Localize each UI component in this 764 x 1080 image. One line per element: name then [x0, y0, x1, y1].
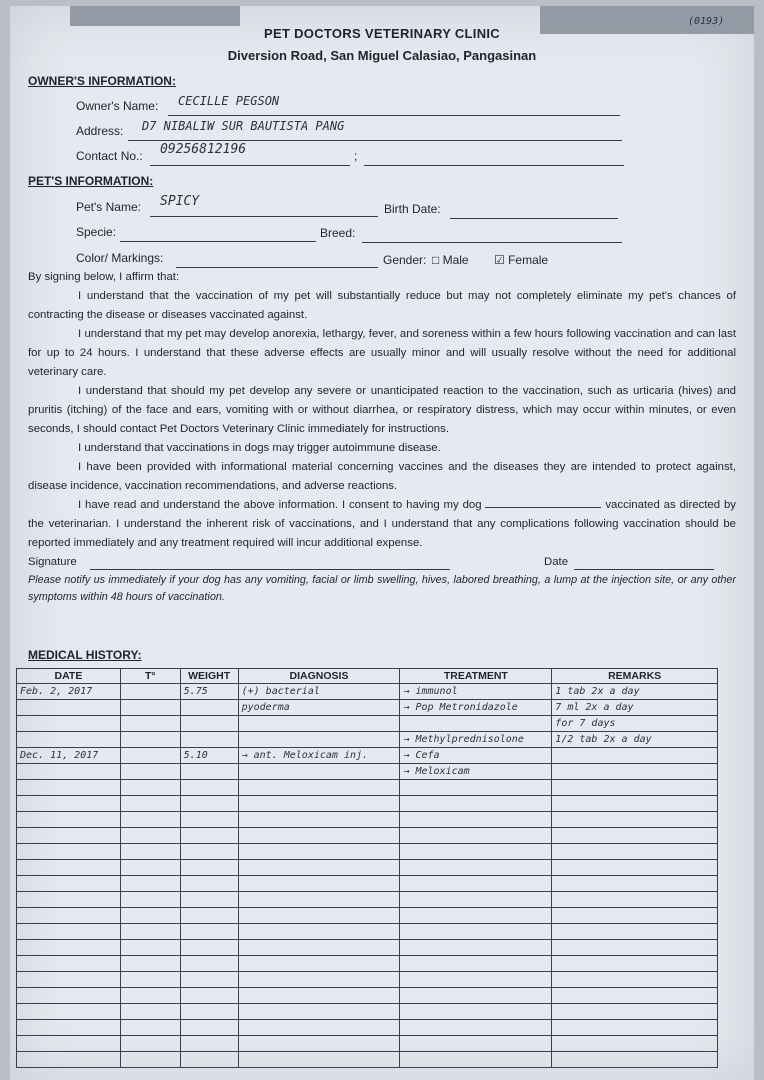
cell-temperature[interactable] — [120, 1036, 180, 1052]
cell-weight[interactable] — [180, 924, 238, 940]
table-row — [17, 940, 718, 956]
cell-remarks[interactable] — [552, 972, 718, 988]
cell-diagnosis[interactable] — [238, 812, 400, 828]
cell-treatment[interactable] — [400, 876, 552, 892]
signature-row — [28, 553, 736, 572]
gender-female-checkbox[interactable]: ☑ Female — [494, 253, 549, 267]
table-row — [17, 972, 718, 988]
table-header-row — [17, 669, 718, 684]
cell-diagnosis[interactable] — [238, 1020, 400, 1036]
cell-weight[interactable] — [180, 780, 238, 796]
owner-name-value: CECILLE PEGSON — [178, 94, 280, 108]
cell-treatment[interactable] — [400, 1036, 552, 1052]
cell-temperature[interactable] — [120, 684, 180, 700]
cell-temperature[interactable] — [120, 764, 180, 780]
cell-treatment[interactable]: → Cefa — [400, 748, 552, 764]
cell-treatment[interactable] — [400, 940, 552, 956]
cell-date[interactable] — [17, 844, 121, 860]
contact-separator: ; — [354, 149, 358, 163]
table-row — [17, 684, 718, 700]
table-row — [17, 1052, 718, 1068]
cell-date[interactable] — [17, 988, 121, 1004]
cell-date[interactable] — [17, 892, 121, 908]
table-row — [17, 892, 718, 908]
cell-treatment[interactable] — [400, 1052, 552, 1068]
consent-block — [28, 268, 736, 606]
cell-treatment[interactable]: → Meloxicam — [400, 764, 552, 780]
cell-temperature[interactable] — [120, 1020, 180, 1036]
cell-remarks[interactable] — [552, 748, 718, 764]
cell-diagnosis[interactable] — [238, 972, 400, 988]
cell-temperature[interactable] — [120, 908, 180, 924]
clinic-name: PET DOCTORS VETERINARY CLINIC — [264, 26, 500, 41]
cell-diagnosis[interactable] — [238, 732, 400, 748]
table-row — [17, 700, 718, 716]
cell-diagnosis[interactable] — [238, 780, 400, 796]
cell-weight[interactable]: 5.75 — [180, 684, 238, 700]
cell-weight[interactable]: 5.10 — [180, 748, 238, 764]
pet-section-title: PET'S INFORMATION: — [28, 174, 154, 188]
cell-weight[interactable] — [180, 764, 238, 780]
medical-history-table — [16, 668, 718, 1068]
cell-weight[interactable] — [180, 972, 238, 988]
cell-diagnosis[interactable] — [238, 796, 400, 812]
cell-temperature[interactable] — [120, 1004, 180, 1020]
cell-temperature[interactable] — [120, 812, 180, 828]
address-label: Address: — [76, 124, 124, 138]
cell-weight[interactable] — [180, 828, 238, 844]
cell-remarks[interactable] — [552, 876, 718, 892]
cell-temperature[interactable] — [120, 860, 180, 876]
cell-temperature[interactable] — [120, 892, 180, 908]
cell-diagnosis[interactable] — [238, 876, 400, 892]
cell-weight[interactable] — [180, 796, 238, 812]
table-row — [17, 988, 718, 1004]
cell-date[interactable]: Feb. 2, 2017 — [17, 684, 121, 700]
cell-treatment[interactable] — [400, 844, 552, 860]
cell-diagnosis[interactable] — [238, 1052, 400, 1068]
cell-date[interactable] — [17, 1052, 121, 1068]
cell-date[interactable] — [17, 908, 121, 924]
cell-weight[interactable] — [180, 732, 238, 748]
cell-temperature[interactable] — [120, 716, 180, 732]
table-row — [17, 780, 718, 796]
cell-weight[interactable] — [180, 1052, 238, 1068]
cell-temperature[interactable] — [120, 940, 180, 956]
cell-diagnosis[interactable]: → ant. Meloxicam inj. — [238, 748, 400, 764]
cell-date[interactable] — [17, 1004, 121, 1020]
cell-weight[interactable] — [180, 716, 238, 732]
table-row — [17, 764, 718, 780]
cell-date[interactable] — [17, 1036, 121, 1052]
cell-treatment[interactable] — [400, 1020, 552, 1036]
cell-temperature[interactable] — [120, 972, 180, 988]
cell-date[interactable] — [17, 764, 121, 780]
cell-date[interactable] — [17, 860, 121, 876]
cell-treatment[interactable] — [400, 828, 552, 844]
cell-remarks[interactable]: 1 tab 2x a day — [552, 684, 718, 700]
consent-paragraph-1: I understand that the vaccination of my pet will substantially reduce but may not completely eliminate my pet's chances of contracting the disease or diseases vaccinated against. — [28, 290, 736, 321]
notice-text: Please notify us immediately if your dog has any vomiting, facial or limb swelling, hives, labored breathing, a lump at the injection site, or any other symptoms within 48 hours of vaccination. — [28, 574, 736, 603]
cell-weight[interactable] — [180, 700, 238, 716]
cell-treatment[interactable] — [400, 924, 552, 940]
signature-label: Signature — [28, 556, 77, 568]
cell-diagnosis[interactable]: (+) bacterial — [238, 684, 400, 700]
table-row — [17, 924, 718, 940]
cell-remarks[interactable]: 1/2 tab 2x a day — [552, 732, 718, 748]
birth-date-line[interactable] — [450, 204, 618, 219]
cell-treatment[interactable] — [400, 812, 552, 828]
cell-temperature[interactable] — [120, 780, 180, 796]
contact-line-2[interactable] — [364, 151, 624, 166]
cell-treatment[interactable] — [400, 780, 552, 796]
owner-section-title: OWNER'S INFORMATION: — [28, 74, 176, 88]
cell-treatment[interactable]: → Methylprednisolone — [400, 732, 552, 748]
breed-line[interactable] — [362, 228, 622, 243]
cell-diagnosis[interactable] — [238, 956, 400, 972]
cell-weight[interactable] — [180, 892, 238, 908]
cell-remarks[interactable] — [552, 988, 718, 1004]
cell-remarks[interactable]: for 7 days — [552, 716, 718, 732]
cell-weight[interactable] — [180, 844, 238, 860]
cell-remarks[interactable] — [552, 780, 718, 796]
cell-diagnosis[interactable] — [238, 924, 400, 940]
header-treatment: TREATMENT — [400, 669, 552, 684]
cell-date[interactable] — [17, 828, 121, 844]
table-row — [17, 748, 718, 764]
cell-date[interactable] — [17, 700, 121, 716]
gender-label: Gender: — [383, 253, 427, 267]
cell-remarks[interactable] — [552, 812, 718, 828]
cell-remarks[interactable] — [552, 1052, 718, 1068]
cell-diagnosis[interactable] — [238, 940, 400, 956]
pet-name-label: Pet's Name: — [76, 200, 141, 214]
cell-remarks[interactable] — [552, 764, 718, 780]
consent-intro: By signing below, I affirm that: — [28, 271, 180, 283]
table-row — [17, 1036, 718, 1052]
cell-treatment[interactable] — [400, 796, 552, 812]
cell-treatment[interactable]: → Pop Metronidazole — [400, 700, 552, 716]
contact-value: 09256812196 — [160, 142, 247, 157]
cell-date[interactable] — [17, 956, 121, 972]
cell-diagnosis[interactable] — [238, 1004, 400, 1020]
table-body — [17, 684, 718, 1068]
cell-treatment[interactable] — [400, 956, 552, 972]
cell-remarks[interactable] — [552, 892, 718, 908]
cell-remarks[interactable] — [552, 1004, 718, 1020]
contact-label: Contact No.: — [76, 149, 143, 163]
table-row — [17, 796, 718, 812]
table-row — [17, 1004, 718, 1020]
address-value: D7 NIBALIW SUR BAUTISTA PANG — [142, 119, 345, 133]
cell-treatment[interactable] — [400, 972, 552, 988]
cell-temperature[interactable] — [120, 1052, 180, 1068]
cell-diagnosis[interactable] — [238, 860, 400, 876]
cell-treatment[interactable] — [400, 892, 552, 908]
cell-treatment[interactable] — [400, 908, 552, 924]
signature-line[interactable] — [90, 555, 450, 570]
consent-paragraph-2: I understand that my pet may develop anorexia, lethargy, fever, and soreness within a few hours following vaccination and can last for up to 24 hours. I understand that these adverse effects are usually minor and will usually resolve without the need for additional veterinary care. — [28, 328, 736, 378]
clinic-address: Diversion Road, San Miguel Calasiao, Pangasinan — [227, 48, 537, 63]
corner-note: (0193) — [688, 16, 725, 27]
cell-diagnosis[interactable] — [238, 892, 400, 908]
consent-paragraph-6 — [28, 496, 736, 553]
table-row — [17, 812, 718, 828]
cell-treatment[interactable] — [400, 716, 552, 732]
cell-date[interactable] — [17, 940, 121, 956]
cell-weight[interactable] — [180, 988, 238, 1004]
specie-line[interactable] — [120, 227, 316, 242]
cell-date[interactable] — [17, 780, 121, 796]
consent-paragraph-5: I have been provided with informational material concerning vaccines and the diseases they are intended to protect against, disease incidence, vaccination recommendations, and adverse reactions. — [28, 461, 736, 492]
form-page — [10, 6, 754, 1080]
cell-date[interactable] — [17, 796, 121, 812]
header-remarks: REMARKS — [552, 669, 718, 684]
date-label: Date — [544, 556, 569, 568]
cell-weight[interactable] — [180, 860, 238, 876]
cell-remarks[interactable] — [552, 908, 718, 924]
cell-temperature[interactable] — [120, 748, 180, 764]
cell-remarks[interactable] — [552, 828, 718, 844]
cell-temperature[interactable] — [120, 876, 180, 892]
table-row — [17, 828, 718, 844]
cell-date[interactable] — [17, 812, 121, 828]
cell-temperature[interactable] — [120, 844, 180, 860]
cell-diagnosis[interactable] — [238, 828, 400, 844]
cell-date[interactable] — [17, 924, 121, 940]
cell-remarks[interactable] — [552, 940, 718, 956]
cell-remarks[interactable] — [552, 1036, 718, 1052]
table-row — [17, 732, 718, 748]
birth-date-label: Birth Date: — [384, 202, 441, 216]
breed-label: Breed: — [320, 226, 356, 240]
cell-remarks[interactable]: 7 ml 2x a day — [552, 700, 718, 716]
header-date: DATE — [17, 669, 121, 684]
color-line[interactable] — [176, 253, 378, 268]
cell-date[interactable] — [17, 716, 121, 732]
cell-weight[interactable] — [180, 940, 238, 956]
cell-diagnosis[interactable] — [238, 908, 400, 924]
cell-remarks[interactable] — [552, 924, 718, 940]
cell-diagnosis[interactable] — [238, 716, 400, 732]
header-temperature: T° — [120, 669, 180, 684]
header-weight: WEIGHT — [180, 669, 238, 684]
cell-temperature[interactable] — [120, 924, 180, 940]
header-diagnosis: DIAGNOSIS — [238, 669, 400, 684]
cell-diagnosis[interactable] — [238, 1036, 400, 1052]
pet-name-value: SPICY — [160, 194, 200, 209]
cell-temperature[interactable] — [120, 796, 180, 812]
cell-date[interactable]: Dec. 11, 2017 — [17, 748, 121, 764]
cell-remarks[interactable] — [552, 860, 718, 876]
table-row — [17, 876, 718, 892]
medical-section-title: MEDICAL HISTORY: — [28, 648, 142, 662]
consent-paragraph-4: I understand that vaccinations in dogs may trigger autoimmune disease. — [78, 442, 441, 454]
cell-remarks[interactable] — [552, 1020, 718, 1036]
cell-weight[interactable] — [180, 908, 238, 924]
cell-remarks[interactable] — [552, 844, 718, 860]
specie-label: Specie: — [76, 225, 117, 239]
gender-male-checkbox[interactable]: □ Male — [432, 253, 469, 267]
cell-diagnosis[interactable] — [238, 988, 400, 1004]
table-row — [17, 844, 718, 860]
cell-temperature[interactable] — [120, 732, 180, 748]
owner-name-label: Owner's Name: — [76, 99, 159, 113]
cell-weight[interactable] — [180, 1020, 238, 1036]
cell-weight[interactable] — [180, 956, 238, 972]
table-row — [17, 1020, 718, 1036]
cell-date[interactable] — [17, 732, 121, 748]
cell-weight[interactable] — [180, 1036, 238, 1052]
tape-strip-left — [70, 6, 240, 26]
table-row — [17, 908, 718, 924]
cell-diagnosis[interactable]: pyoderma — [238, 700, 400, 716]
consent-6-part-a: I have read and understand the above information. I consent to having my dog — [78, 499, 482, 511]
cell-date[interactable] — [17, 1020, 121, 1036]
cell-date[interactable] — [17, 972, 121, 988]
cell-diagnosis[interactable] — [238, 764, 400, 780]
date-line[interactable] — [574, 555, 714, 570]
cell-temperature[interactable] — [120, 988, 180, 1004]
cell-diagnosis[interactable] — [238, 844, 400, 860]
cell-temperature[interactable] — [120, 700, 180, 716]
cell-weight[interactable] — [180, 876, 238, 892]
color-label: Color/ Markings: — [76, 251, 164, 265]
table-row — [17, 860, 718, 876]
dog-name-blank[interactable] — [485, 507, 601, 508]
cell-treatment[interactable] — [400, 1004, 552, 1020]
table-row — [17, 956, 718, 972]
cell-weight[interactable] — [180, 1004, 238, 1020]
consent-6-part-b: vaccinated as directed by the veterinarian. I understand the inherent risk of vaccinations, and I understand that any complications following vaccination should be reported immediately and any treatment required will incur additional expense. — [28, 499, 736, 549]
cell-treatment[interactable]: → immunol — [400, 684, 552, 700]
cell-temperature[interactable] — [120, 828, 180, 844]
cell-date[interactable] — [17, 876, 121, 892]
cell-temperature[interactable] — [120, 956, 180, 972]
cell-weight[interactable] — [180, 812, 238, 828]
cell-remarks[interactable] — [552, 956, 718, 972]
cell-treatment[interactable] — [400, 860, 552, 876]
cell-remarks[interactable] — [552, 796, 718, 812]
cell-treatment[interactable] — [400, 988, 552, 1004]
table-row — [17, 716, 718, 732]
consent-paragraph-3: I understand that should my pet develop any severe or unanticipated reaction to the vaccination, such as urticaria (hives) and pruritis (itching) of the face and ears, vomiting with or without diarrhea, or respiratory distress, which may occur within minutes, or even seconds, I should contact Pet Doctors Veterinary Clinic immediately for instructions. — [28, 385, 736, 435]
